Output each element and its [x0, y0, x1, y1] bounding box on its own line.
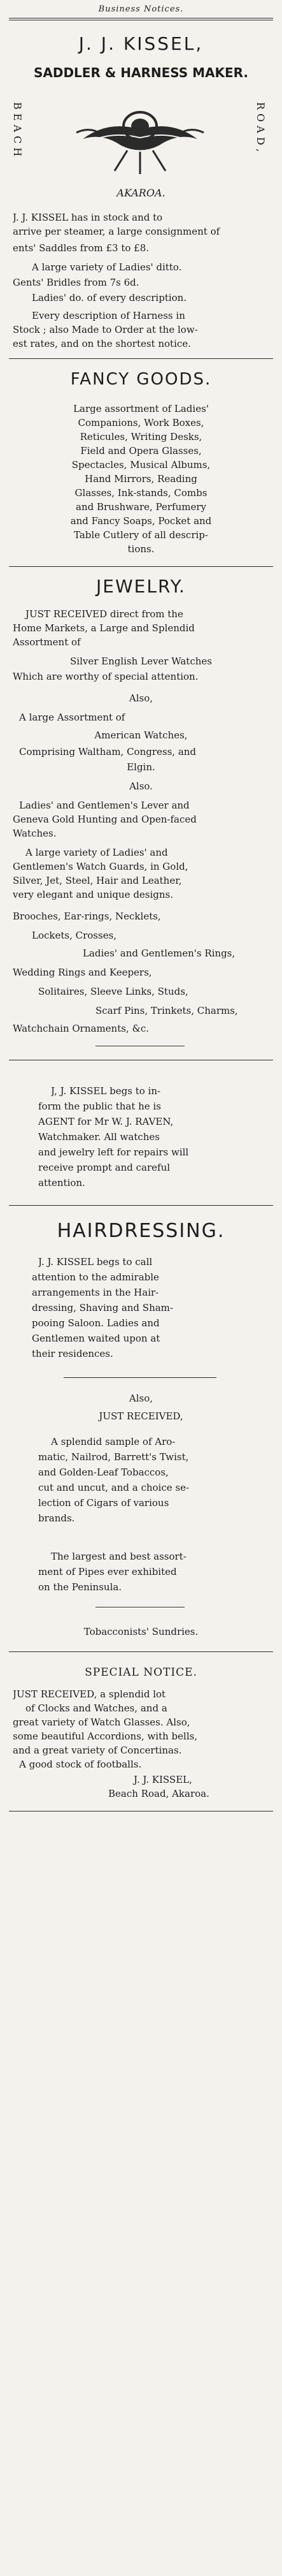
hairdressing-heading: HAIRDRESSING. [57, 1220, 225, 1242]
saddle-illustration [70, 94, 210, 177]
section-rule [9, 566, 273, 567]
ad-title: J. J. KISSEL, [78, 33, 204, 54]
jewelry-line: Silver English Lever Watches [70, 655, 212, 667]
section-rule [9, 358, 273, 359]
ad-line: Ladies' do. of every description. [32, 292, 187, 304]
special-line: JUST RECEIVED, a splendid lot [13, 1688, 166, 1700]
fancy-goods-heading: FANCY GOODS. [70, 370, 212, 389]
special-line: great variety of Watch Glasses. Also, [13, 1716, 190, 1728]
jewelry-line: A large variety of Ladies' and [25, 847, 168, 858]
tobacco-line: cut and uncut, and a choice se- [38, 1482, 190, 1493]
special-line: of Clocks and Watches, and a [25, 1702, 167, 1714]
jewelry-line: Ladies' and Gentlemen's Lever and [19, 800, 190, 811]
hair-line: their residences. [32, 1348, 113, 1359]
tobacco-line: matic, Nailrod, Barrett's Twist, [38, 1451, 189, 1463]
fancy-line: Spectacles, Musical Albums, [71, 459, 211, 471]
ad-line: Gents' Bridles from 7s 6d. [13, 277, 139, 288]
jewelry-line: Elgin. [127, 761, 155, 773]
hair-line: attention to the admirable [32, 1271, 159, 1283]
jewelry-line: Comprising Waltham, Congress, and [19, 746, 197, 757]
special-notice-heading: SPECIAL NOTICE. [85, 1666, 197, 1679]
hair-line: J. J. KISSEL begs to call [38, 1256, 153, 1268]
hair-line: Gentlemen waited upon at [32, 1333, 160, 1344]
agent-line: attention. [38, 1177, 85, 1189]
ad-line: J. J. KISSEL has in stock and to [13, 212, 163, 223]
fancy-line: Hand Mirrors, Reading [85, 473, 197, 485]
pipes-line: on the Peninsula. [38, 1581, 122, 1593]
jewelry-line: Watchchain Ornaments, &c. [13, 1023, 149, 1034]
fancy-line: Table Cutlery of all descrip- [74, 529, 208, 541]
pipes-line: The largest and best assort- [51, 1551, 187, 1562]
fancy-line: Companions, Work Boxes, [78, 417, 204, 428]
jewelry-line: A large Assortment of [19, 712, 125, 723]
jewelry-heading: JEWELRY. [96, 576, 186, 597]
hair-line: pooing Saloon. Ladies and [32, 1317, 160, 1329]
ad-line: est rates, and on the shortest notice. [13, 338, 191, 349]
section-rule [64, 1377, 216, 1378]
ad-line: arrive per steamer, a large consignment of [13, 226, 220, 237]
jewelry-line: Watches. [13, 828, 57, 839]
section-rule [9, 1205, 273, 1206]
fancy-line: and Fancy Soaps, Pocket and [70, 515, 212, 527]
jewelry-line: Solitaires, Sleeve Links, Studs, [38, 986, 188, 997]
ad-subtitle: SADDLER & HARNESS MAKER. [33, 65, 249, 80]
jewelry-line: Geneva Gold Hunting and Open-faced [13, 814, 197, 825]
ad-line: A large variety of Ladies' ditto. [32, 261, 182, 273]
jewelry-line: Scarf Pins, Trinkets, Charms, [95, 1005, 238, 1016]
ad-town: AKAROA. [116, 187, 166, 199]
fancy-line: Glasses, Ink-stands, Combs [74, 487, 208, 499]
tobacco-line: lection of Cigars of various [38, 1497, 169, 1509]
tobacco-line: and Golden-Leaf Tobaccos, [38, 1467, 169, 1478]
ad-line: Stock ; also Made to Order at the low- [13, 324, 198, 335]
special-line: and a great variety of Concertinas. [13, 1745, 182, 1756]
special-address: Beach Road, Akaroa. [108, 1788, 209, 1799]
fancy-line: Large assortment of Ladies' [73, 403, 209, 414]
jewelry-line: Which are worthy of special attention. [13, 671, 199, 682]
jewelry-line: Also. [129, 780, 153, 792]
agent-line: receive prompt and careful [38, 1162, 171, 1173]
column-header: Business Notices. [98, 4, 184, 14]
fancy-line: and Brushware, Perfumery [76, 501, 206, 513]
hair-just-received: JUST RECEIVED, [99, 1410, 183, 1422]
agent-line: AGENT for Mr W. J. RAVEN, [38, 1116, 174, 1127]
special-signature: J. J. KISSEL, [134, 1774, 192, 1785]
hair-line: dressing, Shaving and Sham- [32, 1302, 173, 1314]
jewelry-line: Ladies' and Gentlemen's Rings, [83, 948, 236, 959]
agent-line: Watchmaker. All watches [38, 1131, 160, 1143]
jewelry-line: Assortment of [13, 636, 81, 648]
agent-line: form the public that he is [38, 1101, 161, 1112]
agent-line: J, J. KISSEL begs to in- [51, 1085, 161, 1097]
fancy-line: Field and Opera Glasses, [80, 445, 202, 457]
special-line: A good stock of footballs. [19, 1759, 142, 1770]
jewelry-line: Home Markets, a Large and Splendid [13, 622, 195, 634]
jewelry-line: American Watches, [94, 729, 188, 741]
jewelry-line: very elegant and unique designs. [13, 889, 174, 900]
fancy-line: tions. [127, 543, 155, 555]
ad-line: ents' Saddles from £3 to £8. [13, 242, 149, 254]
side-text-left: BEACH [11, 102, 24, 161]
tobacco-line: A splendid sample of Aro- [51, 1436, 176, 1447]
jewelry-line: Lockets, Crosses, [32, 930, 117, 941]
agent-line: and jewelry left for repairs will [38, 1146, 189, 1158]
ad-line: Every description of Harness in [32, 310, 185, 321]
section-rule [9, 1651, 273, 1652]
jewelry-line: Brooches, Ear-rings, Necklets, [13, 911, 161, 922]
tobacco-line: brands. [38, 1512, 75, 1524]
jewelry-line: Silver, Jet, Steel, Hair and Leather, [13, 875, 182, 886]
pipes-line: ment of Pipes ever exhibited [38, 1566, 177, 1577]
jewelry-line: Gentlemen's Watch Guards, in Gold, [13, 861, 188, 872]
jewelry-line: Wedding Rings and Keepers, [13, 967, 152, 978]
jewelry-line: JUST RECEIVED direct from the [25, 608, 183, 620]
hair-line: arrangements in the Hair- [32, 1287, 159, 1298]
jewelry-line: Also, [129, 692, 153, 704]
fancy-line: Reticules, Writing Desks, [80, 431, 202, 443]
hair-also: Also, [129, 1393, 153, 1404]
tobacco-sundries: Tobacconists' Sundries. [83, 1626, 199, 1637]
side-text-right: ROAD, [255, 102, 267, 156]
special-line: some beautiful Accordions, with bells, [13, 1731, 198, 1742]
